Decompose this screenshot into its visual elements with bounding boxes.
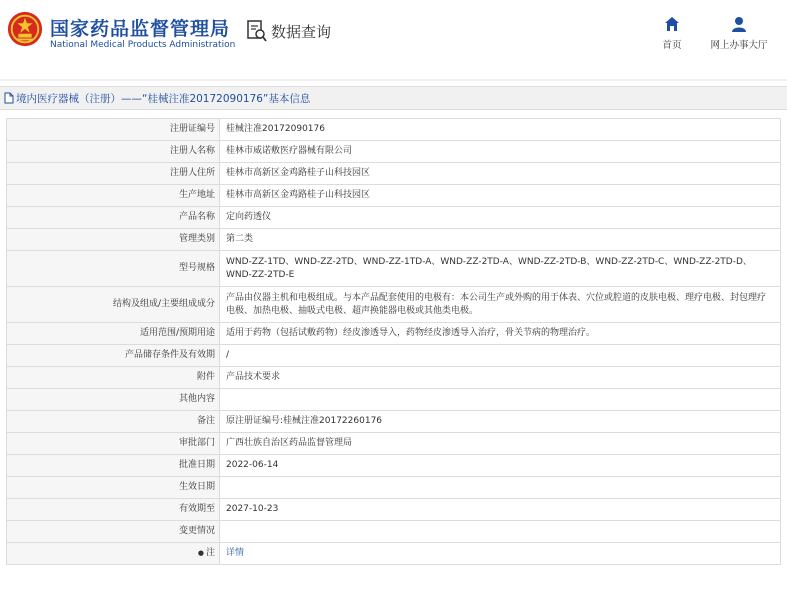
field-label: 注 — [205, 548, 215, 558]
field-value: 广西壮族自治区药品监督管理局 — [226, 438, 353, 448]
field-value-cell — [220, 477, 781, 499]
field-label-cell — [7, 477, 220, 499]
field-value: 桂械注准20172090176 — [226, 124, 325, 134]
field-value-cell — [220, 543, 781, 565]
field-value: 适用于药物（包括试敷药物）经皮渗透导入，药物经皮渗透导入治疗，骨关节病的物理治疗。 — [226, 328, 596, 338]
field-value: 第二类 — [226, 234, 254, 244]
field-label-cell — [7, 229, 220, 251]
table-row — [7, 389, 781, 411]
field-value-cell — [220, 229, 781, 251]
field-value-cell — [220, 367, 781, 389]
table-row — [7, 411, 781, 433]
table-row — [7, 251, 781, 287]
field-label-cell — [7, 345, 220, 367]
field-label-cell — [7, 251, 220, 287]
table-row — [7, 543, 781, 565]
table-row — [7, 455, 781, 477]
detail-link[interactable]: 详情 — [226, 548, 245, 558]
table-row — [7, 229, 781, 251]
nav-online-service-hall[interactable] — [706, 16, 772, 51]
field-label: 型号规格 — [178, 263, 215, 273]
table-row — [7, 433, 781, 455]
home-icon — [664, 16, 680, 32]
field-label: 结构及组成/主要组成成分 — [112, 299, 215, 309]
field-value: / — [226, 350, 230, 360]
record-title-bar — [0, 86, 787, 110]
field-value-cell — [220, 345, 781, 367]
field-value-cell — [220, 287, 781, 323]
document-search-icon — [247, 20, 267, 42]
field-label-cell — [7, 323, 220, 345]
field-value-cell — [220, 411, 781, 433]
table-row — [7, 345, 781, 367]
field-label: 生效日期 — [178, 482, 215, 492]
document-icon — [4, 92, 14, 104]
brand-subtitle: National Medical Products Administration — [50, 40, 236, 50]
field-label: 备注 — [196, 416, 215, 426]
field-label: 适用范围/预期用途 — [139, 328, 215, 338]
field-value: 桂林市威诺敷医疗器械有限公司 — [226, 146, 353, 156]
record-title: 境内医疗器械（注册）——“桂械注准20172090176”基本信息 — [16, 92, 311, 105]
field-label: 批准日期 — [178, 460, 215, 470]
bullet-icon: ● — [197, 549, 204, 557]
field-value-cell — [220, 251, 781, 287]
field-value-cell — [220, 119, 781, 141]
field-label-cell — [7, 141, 220, 163]
field-value-cell — [220, 499, 781, 521]
brand-title[interactable]: 国家药品监督管理局 — [50, 18, 231, 40]
field-value: 定向药透仪 — [226, 212, 272, 222]
field-value: 产品技术要求 — [226, 372, 281, 382]
field-label: 产品名称 — [178, 212, 215, 222]
field-value: 桂林市高新区金鸡路桂子山科技园区 — [226, 190, 371, 200]
field-label: 审批部门 — [178, 438, 215, 448]
field-value: 2027-10-23 — [226, 504, 279, 514]
table-row — [7, 499, 781, 521]
table-row — [7, 119, 781, 141]
table-row — [7, 521, 781, 543]
field-value-cell — [220, 207, 781, 229]
table-row — [7, 163, 781, 185]
field-value: 原注册证编号:桂械注准20172260176 — [226, 416, 383, 426]
field-value-cell — [220, 389, 781, 411]
field-label-cell — [7, 163, 220, 185]
field-label: 其他内容 — [178, 394, 215, 404]
field-label-cell — [7, 367, 220, 389]
field-value: WND-ZZ-1TD、WND-ZZ-2TD、WND-ZZ-1TD-A、WND-ZZ-2TD-A、WND-ZZ-2TD-B、WND-ZZ-2TD-C、WND-ZZ-2TD-D、WND-ZZ-2TD-E — [226, 256, 752, 280]
field-label: 变更情况 — [178, 526, 215, 536]
table-row — [7, 287, 781, 323]
field-label-cell — [7, 389, 220, 411]
table-row — [7, 477, 781, 499]
field-value-cell — [220, 521, 781, 543]
field-value-cell — [220, 185, 781, 207]
table-row — [7, 185, 781, 207]
field-value-cell — [220, 163, 781, 185]
field-label-cell — [7, 521, 220, 543]
field-label: 管理类别 — [178, 234, 215, 244]
field-label: 产品储存条件及有效期 — [124, 350, 215, 360]
field-label-cell — [7, 455, 220, 477]
field-label: 附件 — [196, 372, 215, 382]
table-row — [7, 323, 781, 345]
field-label: 注册人名称 — [169, 146, 215, 156]
field-label-cell — [7, 543, 220, 565]
field-label: 有效期至 — [178, 504, 215, 514]
nav-online-service-hall-label: 网上办事大厅 — [710, 40, 768, 51]
field-value: 产品由仪器主机和电极组成。与本产品配套使用的电极有：本公司生产或外购的用于体表、穴位或腔道的皮肤电极、理疗电极、封包理疗电极、加热电极、抽吸式电极、超声换能器电极或其他类电极。 — [226, 292, 767, 316]
table-row — [7, 367, 781, 389]
field-label-cell — [7, 207, 220, 229]
field-label-cell — [7, 499, 220, 521]
field-label-cell — [7, 185, 220, 207]
record-detail-table — [6, 118, 781, 565]
table-row — [7, 207, 781, 229]
field-label: 生产地址 — [178, 190, 215, 200]
field-value-cell — [220, 323, 781, 345]
field-value: 2022-06-14 — [226, 460, 279, 470]
field-value-cell — [220, 141, 781, 163]
table-row — [7, 141, 781, 163]
field-label: 注册证编号 — [169, 124, 215, 134]
field-label: 注册人住所 — [169, 168, 215, 178]
field-value-cell — [220, 433, 781, 455]
field-label-cell — [7, 287, 220, 323]
field-label-cell — [7, 411, 220, 433]
nav-home-label: 首页 — [662, 40, 682, 51]
national-emblem-icon — [6, 10, 44, 48]
field-value: 桂林市高新区金鸡路桂子山科技园区 — [226, 168, 371, 178]
field-value-cell — [220, 455, 781, 477]
field-label-cell — [7, 433, 220, 455]
site-header — [0, 0, 787, 70]
data-query-link[interactable] — [247, 20, 331, 42]
user-icon — [731, 16, 747, 32]
data-query-label: 数据查询 — [271, 22, 332, 41]
header-divider — [0, 79, 787, 81]
nav-home[interactable] — [657, 16, 687, 51]
field-label-cell — [7, 119, 220, 141]
